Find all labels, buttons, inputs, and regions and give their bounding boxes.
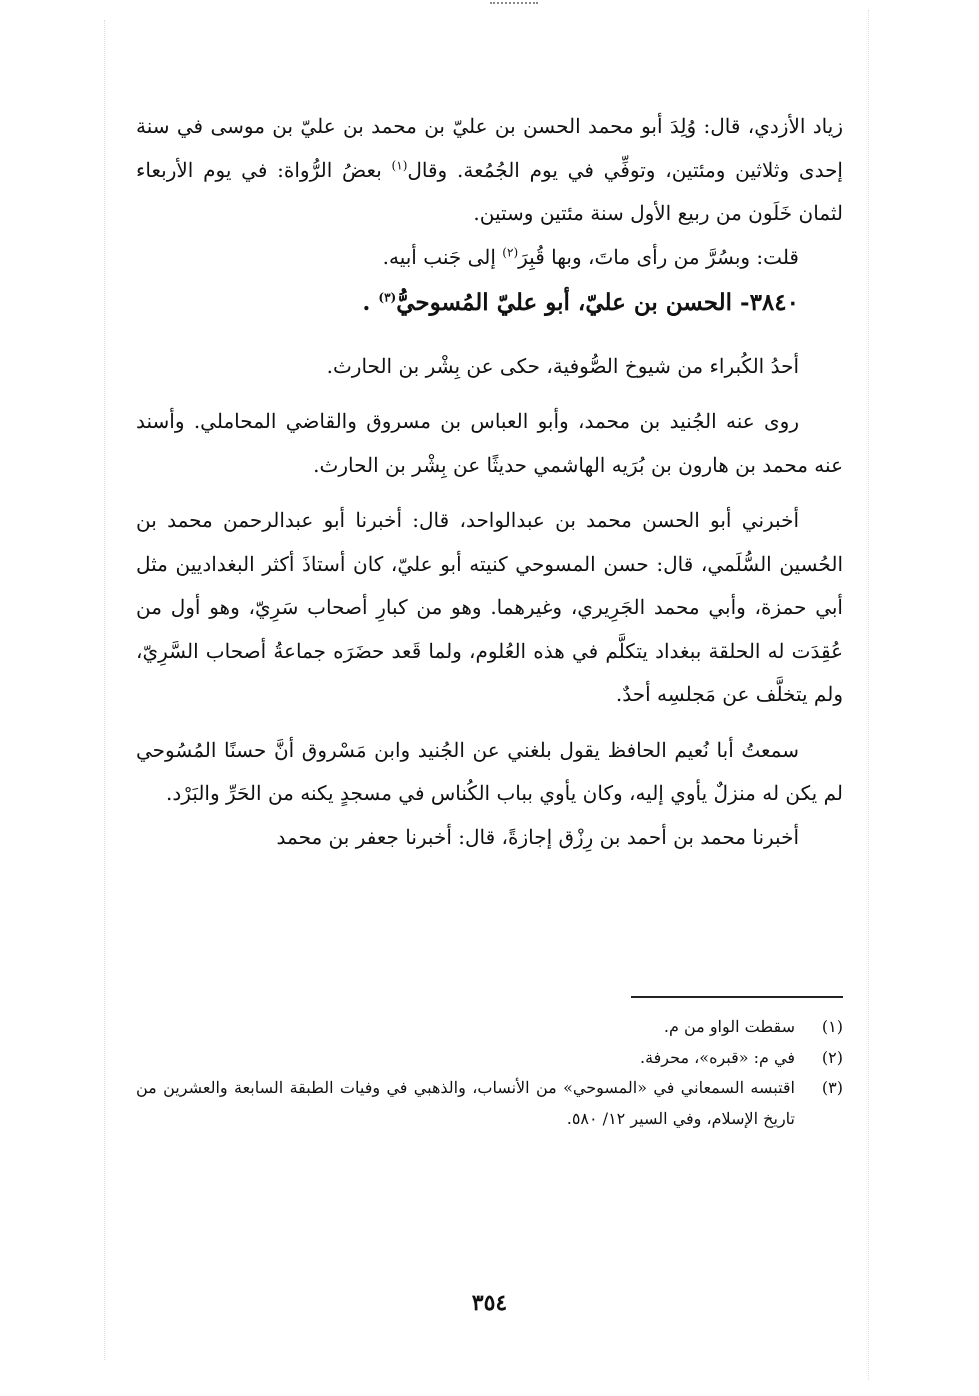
footnote-separator [631, 996, 843, 998]
scan-edge-right [868, 10, 871, 1380]
footnotes [136, 1012, 843, 1134]
paragraph-6: سمعتُ أبا نُعيم الحافظ يقول بلغني عن الجُنيد وابن مَسْروق أنَّ حسنًا المُسُوحي لم يكن له منزلٌ يأوي إليه، وكان يأوي بباب الكُناس في مسجدٍ يكنه من الحَرِّ والبَرْد. [136, 737, 843, 805]
footnote-ref-3: (٣) [378, 290, 397, 305]
entry-heading-text: ٣٨٤٠- الحسن بن عليّ، أبو عليّ المُسوحيُّ [396, 289, 799, 316]
footnote-number: (٣) [821, 1078, 843, 1097]
paragraph-4: روى عنه الجُنيد بن محمد، وأبو العباس بن مسروق والقاضي المحاملي. وأسند عنه محمد بن هارون بن بُرَيه الهاشمي حديثًا عن بِشْر بن الحارث. [136, 409, 843, 477]
paragraph-3: أحدُ الكُبراء من شيوخ الصُّوفية، حكى عن بِشْر بن الحارث. [326, 353, 799, 378]
paragraph-2-text: قلت: وبسُرَّ من رأى ماتَ، وبها قُبِرَ [518, 244, 799, 269]
footnote-number: (١) [821, 1017, 843, 1036]
paragraph-2-continued: إلى جَنب أبيه. [382, 244, 503, 269]
footnote-ref-1: (١) [391, 157, 408, 172]
footnote-text: اقتبسه السمعاني في «المسوحي» من الأنساب، والذهبي في وفيات الطبقة السابعة والعشرين من تاريخ الإسلام، وفي السير ١٢/ ٥٨٠. [136, 1078, 795, 1128]
scan-edge-left [104, 20, 107, 1360]
scan-top-mark [490, 2, 538, 4]
page-number: ٣٥٤ [471, 1290, 508, 1316]
entry-heading-end: . [362, 289, 379, 316]
paragraph-1-text: زياد الأزدي، قال: وُلِدَ أبو محمد الحسن بن عليّ بن محمد بن عليّ بن موسى في سنة إحدى وثلاثين ومئتين، وتوفِّي في يوم الجُمُعة. وقال [136, 114, 843, 182]
footnote-ref-2: (٢) [502, 244, 519, 259]
footnote-1 [136, 1012, 843, 1043]
paragraph-1-continued: بعضُ الرُّواة: في يوم الأربعاء لثمان خَلَون من ربيع الأول سنة مئتين وستين. [136, 157, 843, 225]
paragraph-7: أخبرنا محمد بن أحمد بن رِزْق إجازةً، قال: أخبرنا جعفر بن محمد [276, 824, 799, 849]
paragraph-2 [136, 236, 843, 280]
main-text [136, 105, 843, 859]
entry-heading [136, 281, 843, 325]
footnote-number: (٢) [821, 1047, 843, 1067]
footnote-text: سقطت الواو من م. [663, 1017, 795, 1036]
footnote-text: في م: «قبره»، محرفة. [639, 1047, 795, 1067]
footnote-3 [136, 1073, 843, 1134]
paragraph-1 [136, 105, 843, 236]
footnote-2 [136, 1043, 843, 1074]
paragraph-5: أخبرني أبو الحسن محمد بن عبدالواحد، قال: أخبرنا أبو عبدالرحمن محمد بن الحُسين السُّلَمي، قال: حسن المسوحي كنيته أبو عليّ، كان أستاذَ أكثر البغداديين مثل أبي حمزة، وأبي محمد الجَرِيري، وغيرهما. وهو من كبارِ أصحاب سَرِيّ، وهو أول من عُقِدَت له الحلقة ببغداد يتكلَّم في هذه العُلوم، ولما قَعد حضَرَه جماعةُ أصحاب السَّرِيّ، ولم يتخلَّف عن مَجلسِه أحدٌ. [136, 508, 843, 706]
